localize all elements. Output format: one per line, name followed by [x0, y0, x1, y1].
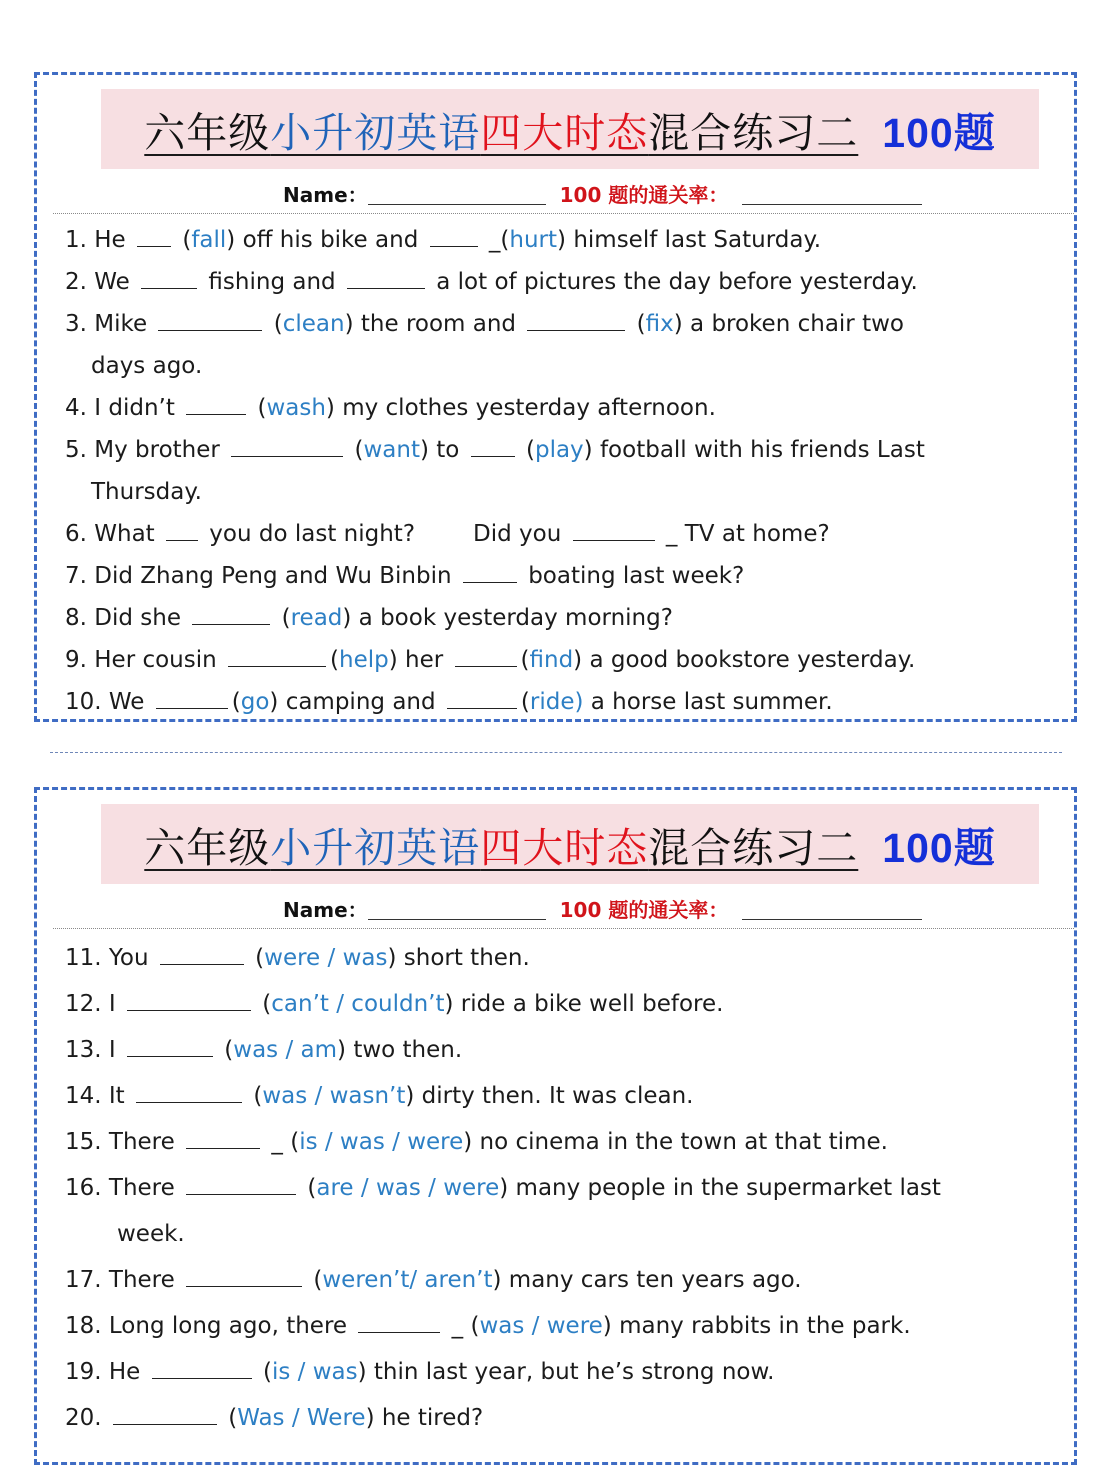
answer-blank[interactable] [573, 522, 655, 541]
worksheet-section-1 [34, 72, 1077, 722]
worksheet-section-2 [34, 787, 1077, 1465]
question-2: 2. We fishing and a lot of pictures the day before yesterday. [65, 269, 918, 295]
answer-blank[interactable] [231, 438, 343, 457]
answer-blank[interactable] [430, 228, 478, 247]
question-8: 8. Did she (read) a book yesterday morning? [65, 605, 673, 631]
name-label: Name： [283, 182, 368, 207]
answer-blank[interactable] [455, 648, 517, 667]
question-count: 100题 [882, 824, 996, 871]
worksheet-title-banner [101, 89, 1039, 169]
name-row [53, 173, 1074, 214]
answer-blank[interactable] [192, 606, 270, 625]
question-12: 12. I (can’t / couldn’t) ride a bike well before. [65, 991, 724, 1017]
answer-blank[interactable] [166, 522, 198, 541]
answer-blank[interactable] [527, 312, 625, 331]
answer-blank[interactable] [160, 946, 244, 965]
pass-rate-blank[interactable] [742, 897, 922, 920]
answer-blank[interactable] [358, 1314, 440, 1333]
question-4: 4. I didn’t (wash) my clothes yesterday afternoon. [65, 395, 716, 421]
question-14: 14. It (was / wasn’t) dirty then. It was clean. [65, 1083, 694, 1109]
question-18: 18. Long long ago, there _ (was / were) many rabbits in the park. [65, 1313, 911, 1339]
name-row [53, 888, 1074, 929]
question-16-continued: week. [117, 1221, 185, 1247]
answer-blank[interactable] [113, 1406, 217, 1425]
answer-blank[interactable] [141, 270, 197, 289]
question-10: 10. We (go) camping and (ride) a horse last summer. [65, 689, 833, 715]
question-20: 20. (Was / Were) he tired? [65, 1405, 484, 1431]
answer-blank[interactable] [228, 648, 326, 667]
answer-blank[interactable] [347, 270, 425, 289]
answer-blank[interactable] [471, 438, 515, 457]
pass-rate-blank[interactable] [742, 182, 922, 205]
answer-blank[interactable] [156, 690, 228, 709]
answer-blank[interactable] [186, 1268, 302, 1287]
answer-blank[interactable] [137, 228, 171, 247]
answer-blank[interactable] [186, 396, 246, 415]
question-7: 7. Did Zhang Peng and Wu Binbin boating last week? [65, 563, 745, 589]
question-5: 5. My brother (want) to (play) football with his friends Last [65, 437, 925, 463]
question-19: 19. He (is / was) thin last year, but he’s strong now. [65, 1359, 775, 1385]
section-divider [50, 752, 1062, 753]
name-label: Name： [283, 897, 368, 922]
pass-rate-label: 100 题的通关率： [559, 182, 729, 207]
question-list-2 [65, 935, 1064, 1441]
answer-blank[interactable] [127, 992, 251, 1011]
name-blank[interactable] [368, 182, 546, 205]
worksheet-title: 六年级小升初英语四大时态混合练习二 [144, 108, 859, 157]
question-1: 1. He (fall) off his bike and _(hurt) himself last Saturday. [65, 227, 822, 253]
answer-blank[interactable] [152, 1360, 252, 1379]
answer-blank[interactable] [136, 1084, 242, 1103]
question-3-continued: days ago. [91, 353, 203, 379]
name-blank[interactable] [368, 897, 546, 920]
answer-blank[interactable] [127, 1038, 213, 1057]
worksheet-title-banner [101, 804, 1039, 884]
answer-blank[interactable] [186, 1130, 260, 1149]
pass-rate-label: 100 题的通关率： [559, 897, 729, 922]
answer-blank[interactable] [186, 1176, 296, 1195]
question-6: 6. What you do last night? Did you _ TV at home? [65, 521, 830, 547]
question-15: 15. There _ (is / was / were) no cinema in the town at that time. [65, 1129, 888, 1155]
question-16: 16. There (are / was / were) many people in the supermarket last [65, 1175, 941, 1201]
answer-blank[interactable] [158, 312, 262, 331]
question-count: 100题 [882, 109, 996, 156]
worksheet-title: 六年级小升初英语四大时态混合练习二 [144, 823, 859, 872]
question-11: 11. You (were / was) short then. [65, 945, 530, 971]
question-9: 9. Her cousin (help) her (find) a good bookstore yesterday. [65, 647, 916, 673]
answer-blank[interactable] [447, 690, 517, 709]
question-3: 3. Mike (clean) the room and (fix) a broken chair two [65, 311, 904, 337]
question-5-continued: Thursday. [91, 479, 202, 505]
question-13: 13. I (was / am) two then. [65, 1037, 463, 1063]
question-17: 17. There (weren’t/ aren’t) many cars ten years ago. [65, 1267, 802, 1293]
question-list-1 [65, 219, 1064, 723]
answer-blank[interactable] [463, 564, 517, 583]
